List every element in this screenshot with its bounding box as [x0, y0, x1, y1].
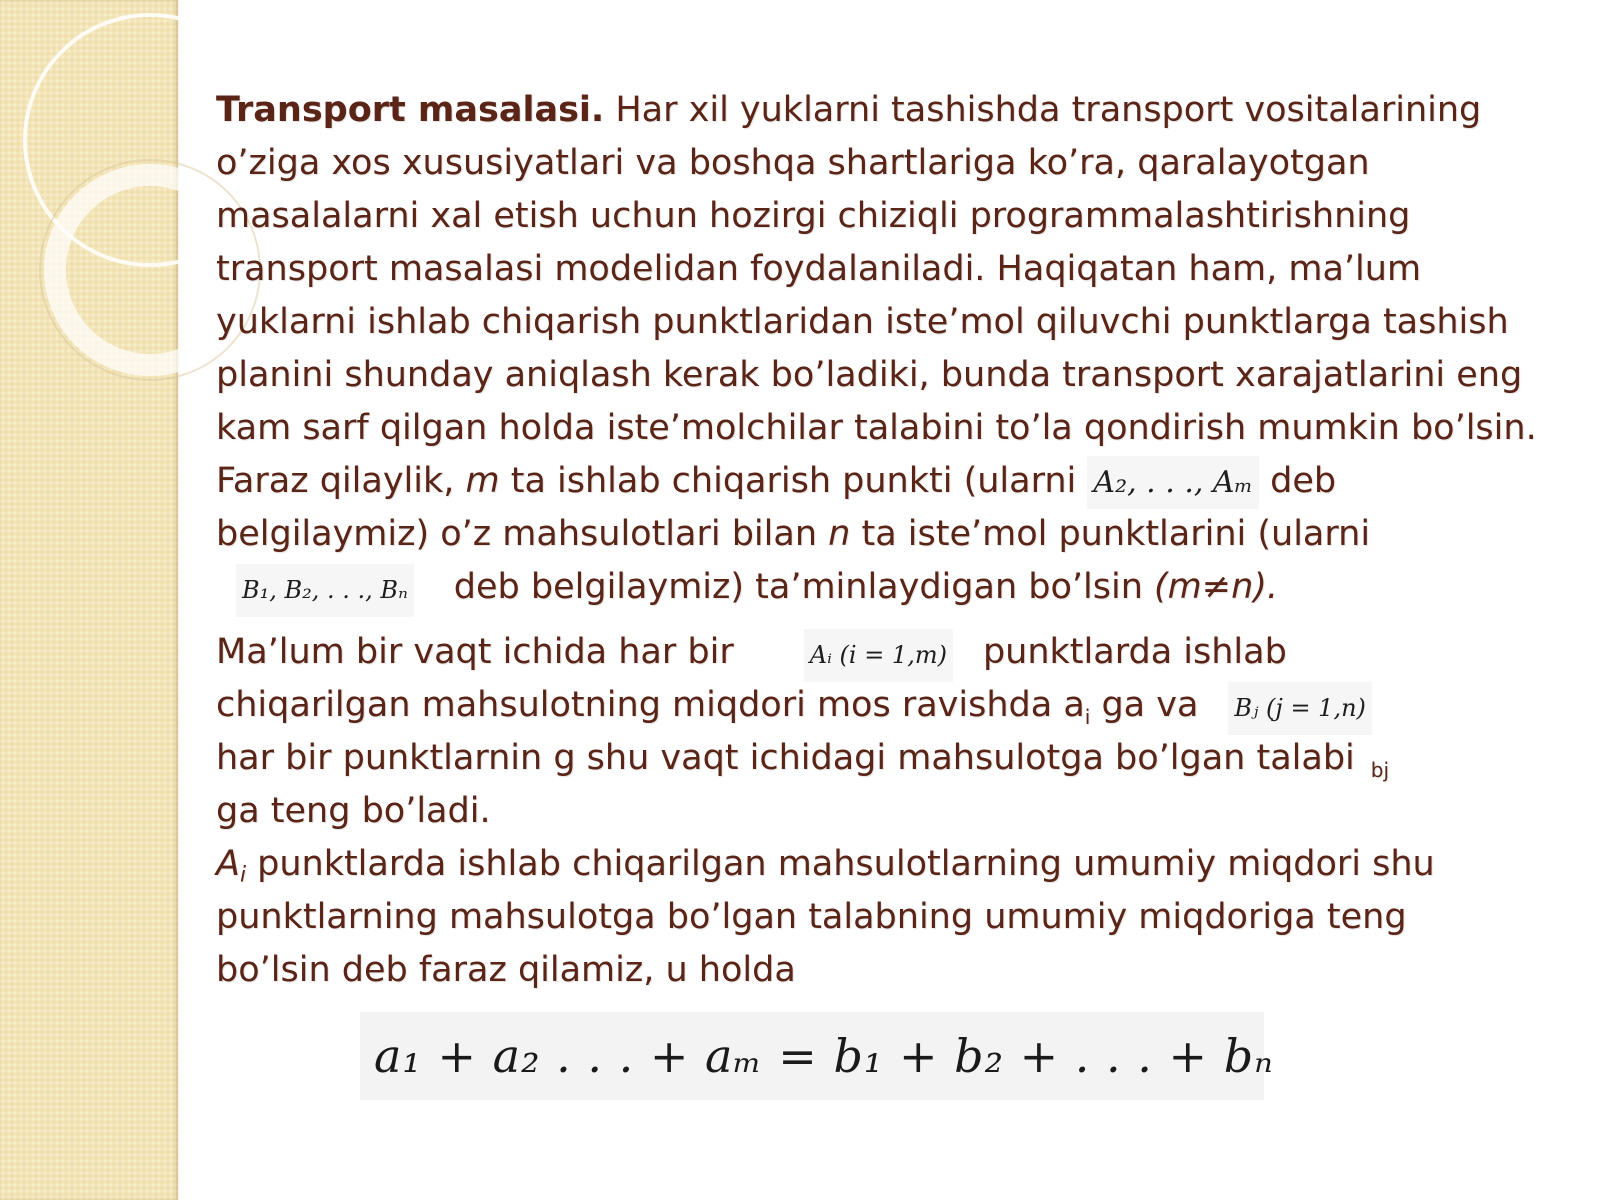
text-run: ga va [1090, 685, 1199, 725]
text-run: deb [1259, 461, 1337, 501]
text-line: o’ziga xos xususiyatlari va boshqa shartlariga ko’ra, qaralayotgan [216, 143, 1370, 183]
text-line [216, 838, 1586, 891]
math-bj-range: Bⱼ (j = 1,n) [1228, 682, 1372, 735]
text-run: deb belgilaymiz) ta’minlaydigan bo’lsin [453, 567, 1155, 607]
text-line: transport masalasi modelidan foydalaniladi. Haqiqatan ham, ma’lum [216, 249, 1422, 289]
text-line: bo’lsin deb faraz qilamiz, u holda [216, 950, 796, 990]
subscript-i: i [1084, 705, 1091, 729]
variable-a: A [216, 844, 240, 884]
text-line [216, 508, 1586, 561]
balance-equation: a₁ + a₂ . . . + aₘ = b₁ + b₂ + . . . + bₙ [360, 1012, 1264, 1100]
math-b-sequence: B₁, B₂, . . ., Bₙ [236, 564, 414, 617]
text-run: Har xil yuklarni tashishda transport vositalarining [604, 90, 1482, 130]
text-line: punktlarning mahsulotga bo’lgan talabning umumiy miqdoriga teng [216, 897, 1407, 937]
text-line: planini shunday aniqlash kerak bo’ladiki, bunda transport xarajatlarini eng [216, 355, 1523, 395]
subscript-bj: bj [1370, 758, 1390, 782]
math-m-neq-n: (m≠n). [1154, 567, 1279, 607]
text-run: ta iste’mol punktlarini (ularni [850, 514, 1371, 554]
text-line [216, 84, 1586, 137]
text-run: ta ishlab chiqarish punkti (ularni [499, 461, 1088, 501]
math-a-sequence: A₂, . . ., Aₘ [1087, 456, 1259, 509]
slide-body [216, 84, 1586, 997]
text-line [216, 626, 1586, 679]
text-run: Ma’lum bir vaqt ichida har bir [216, 632, 734, 672]
text-line [216, 679, 1586, 732]
text-line [216, 561, 1586, 614]
text-run: har bir punktlarnin g shu vaqt ichidagi mahsulotga bo’lgan talabi [216, 738, 1355, 778]
text-run: belgilaymiz) o’z mahsulotlari bilan [216, 514, 829, 554]
text-line [216, 455, 1586, 508]
text-line [216, 732, 1586, 785]
text-line: kam sarf qilgan holda iste’molchilar talabini to’la qondirish mumkin bo’lsin. [216, 408, 1537, 448]
variable-n: n [828, 514, 851, 554]
text-line: masalalarni xal etish uchun hozirgi chiziqli programmalashtirishning [216, 196, 1411, 236]
text-line: ga teng bo’ladi. [216, 791, 491, 831]
text-line: yuklarni ishlab chiqarish punktlaridan iste’mol qiluvchi punktlarga tashish [216, 302, 1509, 342]
variable-m: m [465, 461, 500, 501]
section-title: Transport masalasi. [216, 90, 605, 130]
text-run: Faraz qilaylik, [216, 461, 466, 501]
text-run: chiqarilgan mahsulotning miqdori mos ravishda a [216, 685, 1085, 725]
subscript-i: i [239, 862, 246, 888]
math-ai-range: Aᵢ (i = 1,m) [804, 629, 953, 682]
text-run: punktlarda ishlab [982, 632, 1287, 672]
text-run: punktlarda ishlab chiqarilgan mahsulotlarning umumiy miqdori shu [245, 844, 1435, 884]
